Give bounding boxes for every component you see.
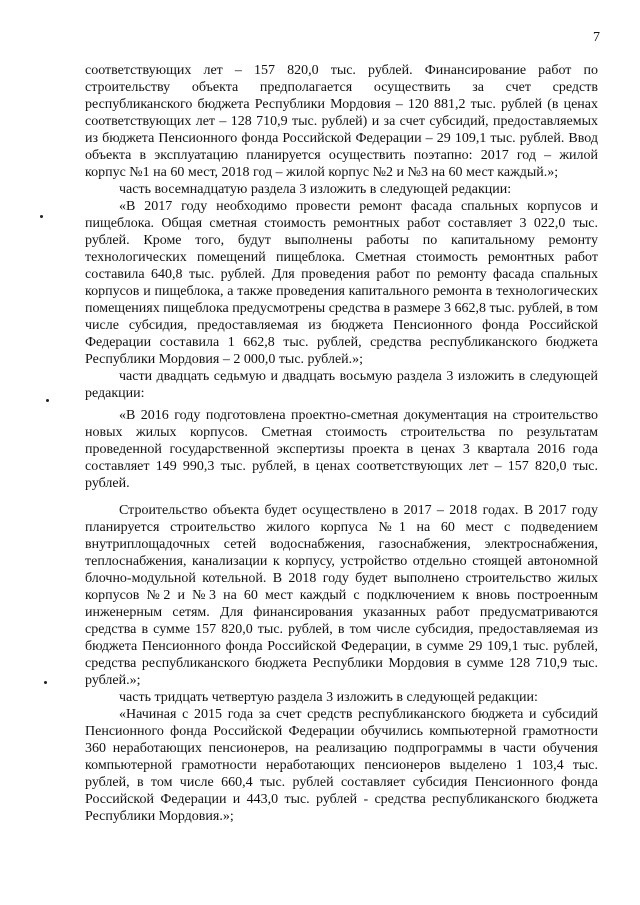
margin-mark [44,681,47,684]
paragraph: Строительство объекта будет осуществлено в 2017 – 2018 годах. В 2017 году планируется строительство жилого корпуса №1 на 60 мест с подведением внутриплощадочных сетей водоснабжения, газоснабжения, электроснабжения, теплоснабжения, канализации к корпусу, устройство отдельно стоящей автономной блочно-модульной котельной. В 2018 году будет выполнено строительство жилых корпусов №2 и №3 на 60 мест каждый с подключением к вновь построенным инженерным сетям. Для финансирования указанных работ предусматриваются средства в сумме 157 820,0 тыс. рублей, в том числе субсидия, предоставляемая из бюджета Пенсионного фонда Российской Федерации, в сумме 29 109,1 тыс. рублей, средства республиканского бюджета Республики Мордовия в сумме 128 710,9 тыс. рублей.»; [85,503,598,688]
paragraph: «Начиная с 2015 года за счет средств республиканского бюджета и субсидий Пенсионного фонда Российской Федерации обучились компьютерной грамотности 360 неработающих пенсионеров, на реализацию подпрограммы в части обучения компьютерной грамотности неработающих пенсионеров выделено 1 103,4 тыс. рублей, в том числе 660,4 тыс. рублей составляет субсидия Пенсионного фонда Российской Федерации и 443,0 тыс. рублей - средства республиканского бюджета Республики Мордовия.»; [85,707,598,824]
paragraph: части двадцать седьмую и двадцать восьмую раздела 3 изложить в следующей редакции: [85,369,598,401]
paragraph: соответствующих лет – 157 820,0 тыс. рублей. Финансирование работ по строительству объекта предполагается осуществить за счет средств республиканского бюджета Республики Мордовия – 120 881,2 тыс. рублей (в ценах соответствующих лет – 128 710,9 тыс. рублей) и за счет субсидий, предоставляемых из бюджета Пенсионного фонда Российской Федерации – 29 109,1 тыс. рублей. Ввод объекта в эксплуатацию планируется осуществить поэтапно: 2017 год – жилой корпус №1 на 60 мест, 2018 год – жилой корпус №2 и №3 на 60 мест каждый.»; [85,63,598,180]
paragraph: «В 2016 году подготовлена проектно-сметная документация на строительство новых жилых корпусов. Сметная стоимость строительства по результатам проведенной государственной экспертизы проекта в ценах 3 квартала 2016 года составляет 149 990,3 тыс. рублей, в ценах соответствующих лет – 157 820,0 тыс. рублей. [85,408,598,491]
paragraph: часть восемнадцатую раздела 3 изложить в следующей редакции: [119,182,512,197]
paragraph: часть тридцать четвертую раздела 3 изложить в следующей редакции: [119,690,538,705]
margin-mark [46,399,49,402]
paragraph: «В 2017 году необходимо провести ремонт фасада спальных корпусов и пищеблока. Общая сметная стоимость ремонтных работ составляет 3 022,0 тыс. рублей. Кроме того, будут выполнены работы по капитальному ремонту технологических помещений пищеблока. Сметная стоимость ремонтных работ составила 640,8 тыс. рублей. Для проведения работ по ремонту фасада спальных корпусов и пищеблока, а также проведения капитального ремонта в технологических помещениях пищеблока предусмотрены средства в размере 3 662,8 тыс. рублей, в том числе субсидия, предоставляемая из бюджета Пенсионного фонда Российской Федерации составила 1 662,8 тыс. рублей, средства республиканского бюджета Республики Мордовия – 2 000,0 тыс. рублей.»; [85,199,598,367]
document-body [85,62,598,825]
margin-mark [40,215,43,218]
page-number: 7 [593,30,600,45]
